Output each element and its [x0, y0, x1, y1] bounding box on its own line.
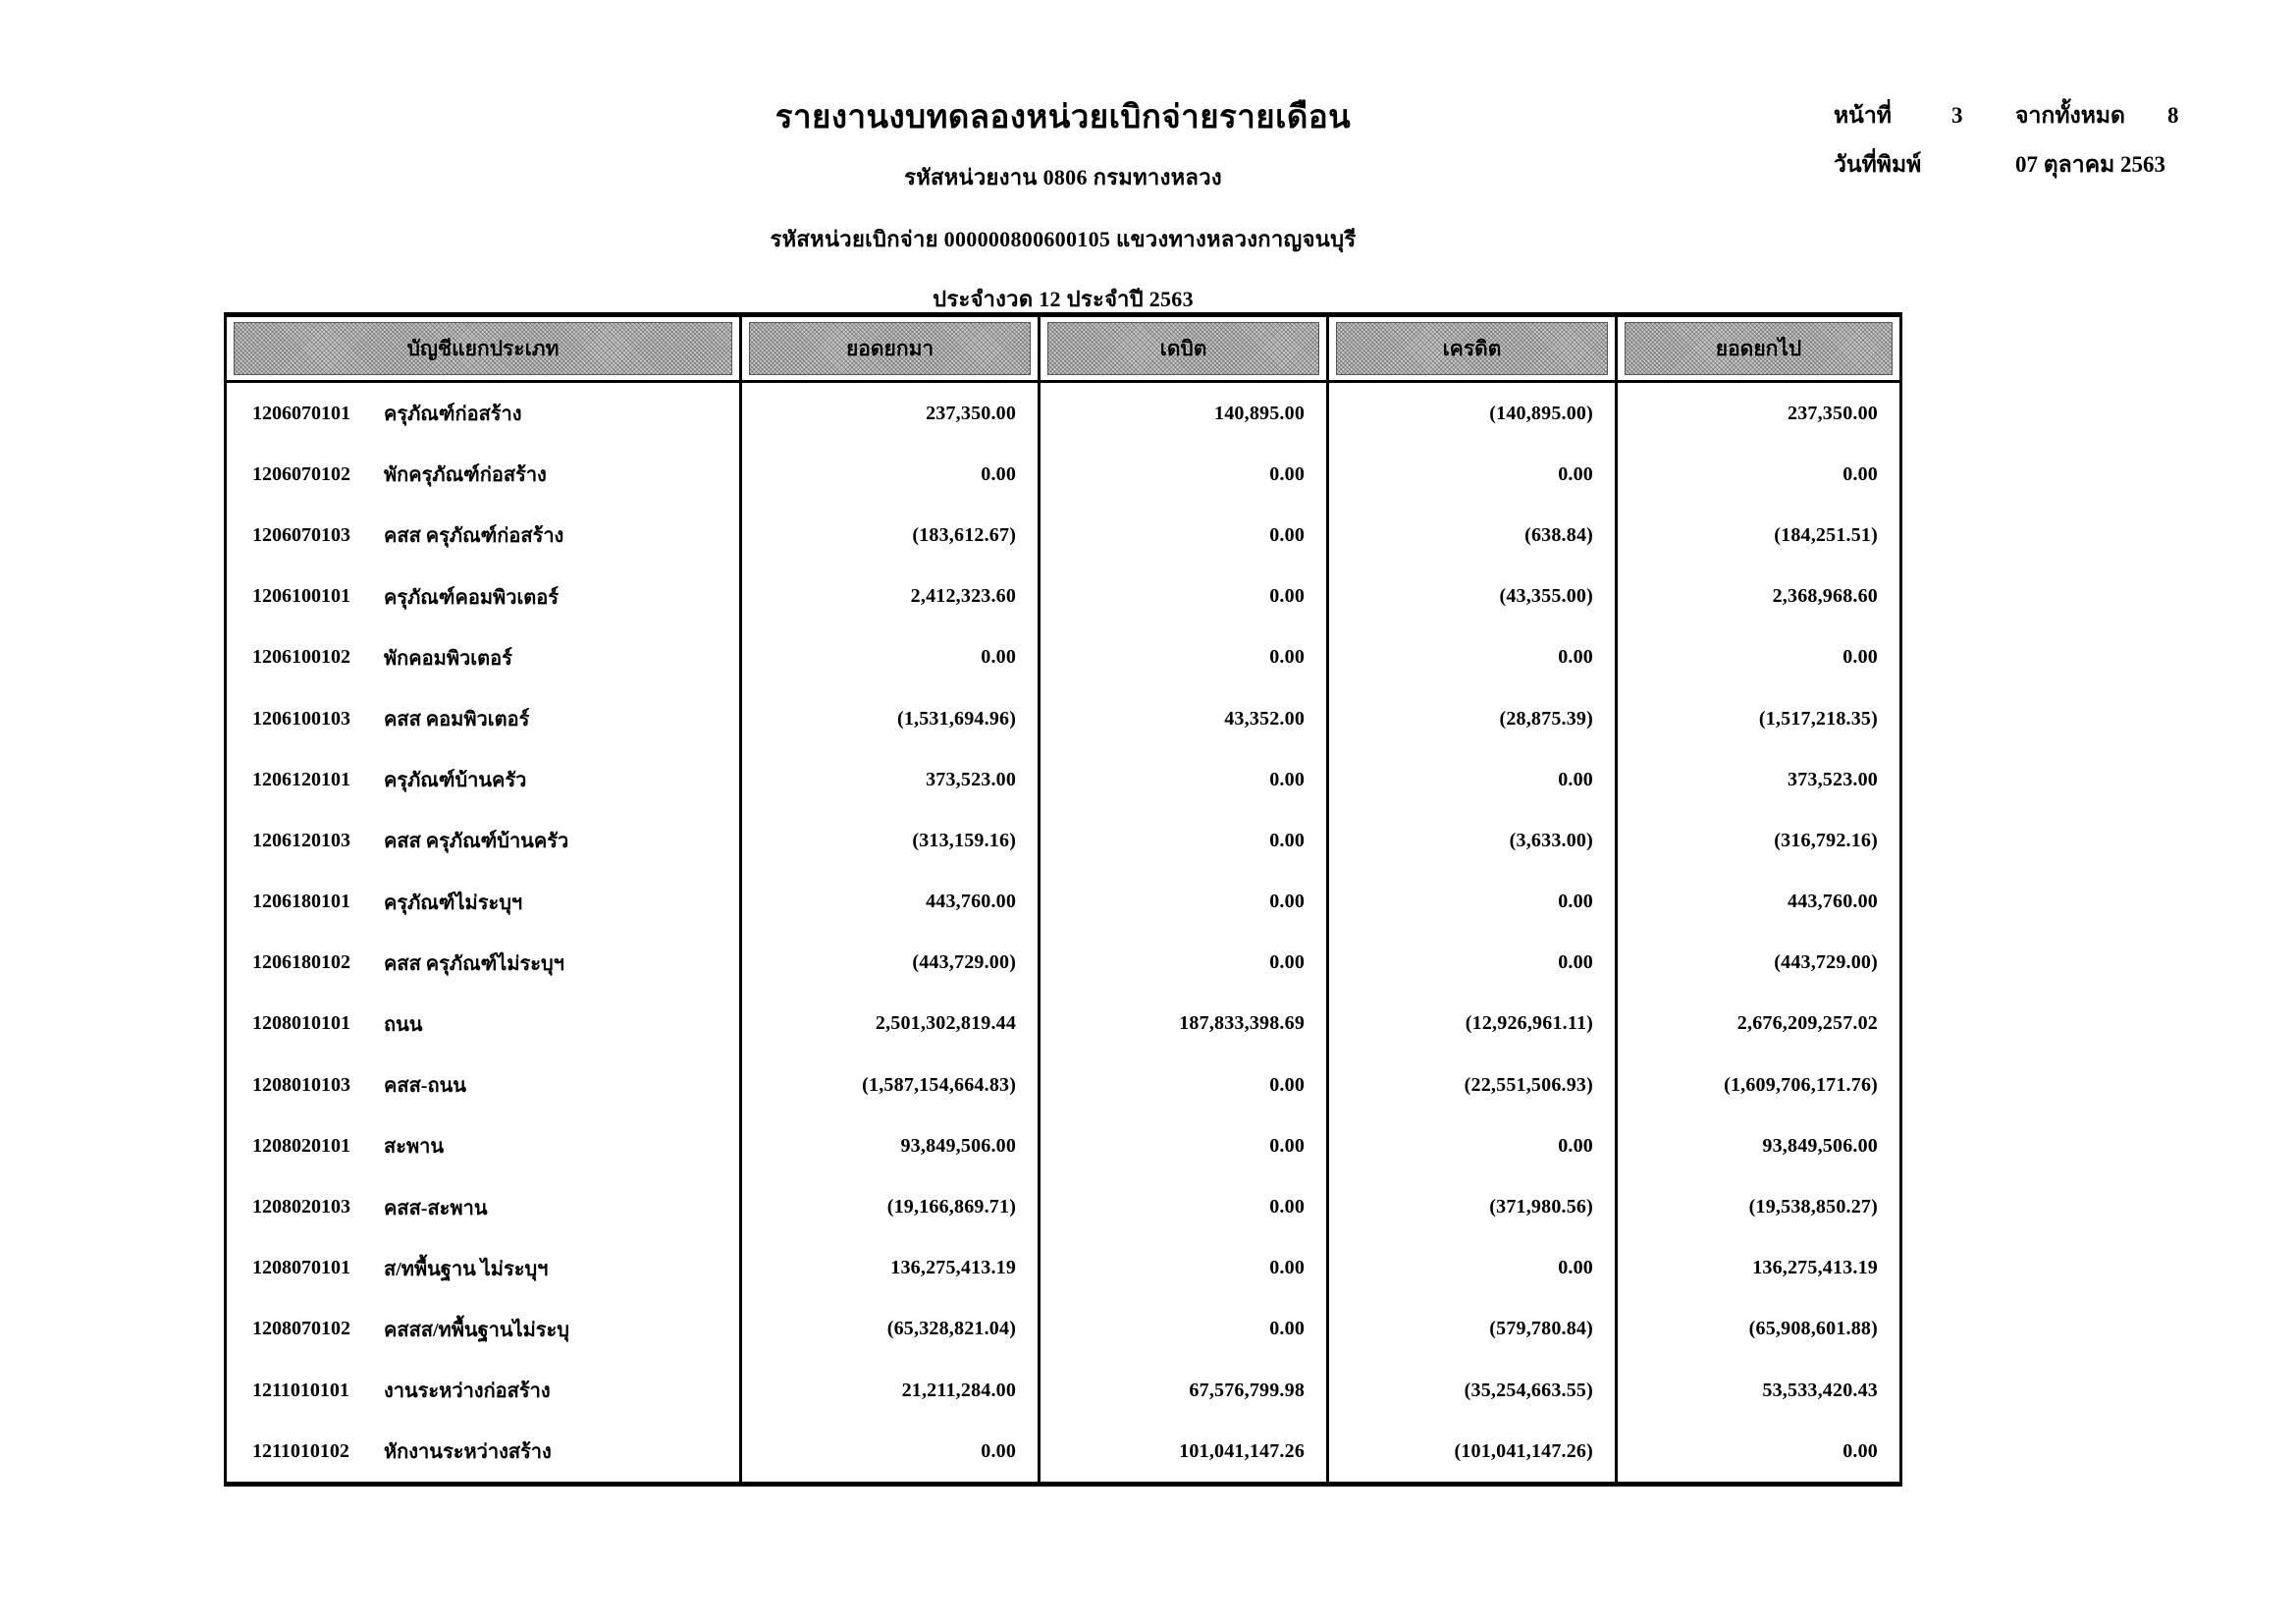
credit-value: (140,895.00): [1329, 383, 1618, 444]
table-row: [227, 688, 1899, 749]
closing-balance-value: 136,275,413.19: [1752, 1257, 1878, 1279]
table-row: [227, 627, 1899, 688]
account-code: 1206120101: [252, 768, 350, 790]
table-row: [227, 1421, 1899, 1482]
credit-value: (579,780.84): [1329, 1299, 1618, 1360]
account-name: ครุภัณฑ์ก่อสร้าง: [384, 404, 522, 426]
column-label-credit: เครดิต: [1336, 322, 1608, 375]
table-row: [227, 567, 1899, 627]
account-name: งานระหว่างก่อสร้าง: [384, 1380, 551, 1403]
debit-value: 0.00: [1041, 627, 1329, 688]
credit-value: (638.84): [1329, 505, 1618, 566]
table-row: [227, 749, 1899, 810]
credit-value: 0.00: [1329, 627, 1618, 688]
table-row: [227, 383, 1899, 444]
account-cell: [227, 1299, 742, 1360]
account-name: พักครุภัณฑ์ก่อสร้าง: [384, 464, 547, 487]
closing-balance-value: 53,533,420.43: [1762, 1379, 1878, 1401]
credit-value: (371,980.56): [1329, 1176, 1618, 1237]
account-name: คสสส/ทพื้นฐานไม่ระบุ: [384, 1319, 569, 1341]
table-row: [227, 505, 1899, 566]
account-code: 1206100101: [252, 585, 350, 608]
closing-balance-value: 443,760.00: [1788, 891, 1878, 913]
debit-value: 0.00: [1041, 1299, 1329, 1360]
closing-balance-value: (443,729.00): [1774, 951, 1878, 974]
total-pages: 8: [2167, 103, 2179, 128]
period-line: ประจำงวด 12 ประจำปี 2563: [933, 287, 1194, 311]
opening-balance-value: 2,501,302,819.44: [742, 994, 1041, 1055]
account-cell: [227, 1055, 742, 1115]
opening-balance-value: (313,159.16): [742, 810, 1041, 871]
account-name: คสส-สะพาน: [384, 1197, 488, 1219]
account-cell: [227, 1360, 742, 1421]
closing-balance-value: (65,908,601.88): [1748, 1318, 1878, 1340]
credit-value: 0.00: [1329, 749, 1618, 810]
account-code: 1211010101: [252, 1379, 349, 1401]
credit-value: 0.00: [1329, 1238, 1618, 1299]
closing-balance-value: 93,849,506.00: [1762, 1134, 1878, 1157]
credit-value: (22,551,506.93): [1329, 1055, 1618, 1115]
table-row: [227, 994, 1899, 1055]
closing-balance-value: 237,350.00: [1788, 402, 1878, 424]
credit-value: (28,875.39): [1329, 688, 1618, 749]
document-header: [224, 90, 1902, 342]
account-name: คสส คอมพิวเตอร์: [384, 709, 530, 731]
account-name: หักงานระหว่างสร้าง: [384, 1441, 552, 1464]
account-code: 1208070101: [252, 1257, 350, 1279]
account-cell: [227, 1238, 742, 1299]
debit-value: 140,895.00: [1041, 383, 1329, 444]
opening-balance-value: (443,729.00): [742, 933, 1041, 994]
credit-value: (101,041,147.26): [1329, 1421, 1618, 1482]
account-code: 1206100103: [252, 707, 350, 730]
closing-balance-value: (1,609,706,171.76): [1724, 1073, 1878, 1096]
debit-value: 0.00: [1041, 749, 1329, 810]
opening-balance-value: 93,849,506.00: [742, 1115, 1041, 1176]
opening-balance-value: (65,328,821.04): [742, 1299, 1041, 1360]
debit-value: 0.00: [1041, 933, 1329, 994]
account-code: 1206120103: [252, 829, 350, 851]
credit-value: (35,254,663.55): [1329, 1360, 1618, 1421]
account-cell: [227, 1115, 742, 1176]
opening-balance-value: 237,350.00: [742, 383, 1041, 444]
debit-value: 187,833,398.69: [1041, 994, 1329, 1055]
table-header-row: [227, 317, 1899, 383]
table-row: [227, 1299, 1899, 1360]
opening-balance-value: 0.00: [742, 1421, 1041, 1482]
agency-code-line: รหัสหน่วยงาน 0806 กรมทางหลวง: [904, 165, 1222, 189]
account-cell: [227, 505, 742, 566]
account-name: ครุภัณฑ์ไม่ระบุฯ: [384, 892, 523, 914]
table-row: [227, 933, 1899, 994]
table-row: [227, 1176, 1899, 1237]
closing-balance-value: 0.00: [1842, 646, 1878, 669]
account-cell: [227, 749, 742, 810]
account-code: 1206180101: [252, 891, 350, 913]
opening-balance-value: 21,211,284.00: [742, 1360, 1041, 1421]
table-row: [227, 1055, 1899, 1115]
opening-balance-value: (183,612.67): [742, 505, 1041, 566]
table-row: [227, 1238, 1899, 1299]
credit-value: (3,633.00): [1329, 810, 1618, 871]
account-name: พักคอมพิวเตอร์: [384, 647, 512, 670]
account-code: 1206070101: [252, 402, 350, 424]
account-name: คสส ครุภัณฑ์บ้านครัว: [384, 831, 569, 853]
closing-balance-value: 0.00: [1842, 1439, 1878, 1462]
account-name: ถนน: [384, 1013, 423, 1036]
opening-balance-value: 0.00: [742, 444, 1041, 505]
debit-value: 0.00: [1041, 810, 1329, 871]
account-code: 1208070102: [252, 1318, 350, 1340]
account-cell: [227, 688, 742, 749]
account-code: 1206070102: [252, 462, 350, 485]
column-label-debit: เดบิต: [1047, 322, 1319, 375]
table-row: [227, 872, 1899, 933]
closing-balance-value: 373,523.00: [1788, 768, 1878, 790]
opening-balance-value: 373,523.00: [742, 749, 1041, 810]
credit-value: 0.00: [1329, 872, 1618, 933]
total-pages-label: จากทั้งหมด: [2015, 103, 2125, 128]
opening-balance-value: (1,587,154,664.83): [742, 1055, 1041, 1115]
table-row: [227, 1115, 1899, 1176]
opening-balance-value: 2,412,323.60: [742, 567, 1041, 627]
debit-value: 0.00: [1041, 444, 1329, 505]
closing-balance-value: (19,538,850.27): [1748, 1196, 1878, 1218]
account-name: คสส ครุภัณฑ์ก่อสร้าง: [384, 525, 564, 548]
account-name: ส/ทพื้นฐาน ไม่ระบุฯ: [384, 1258, 549, 1280]
page-number: 3: [1951, 103, 1963, 128]
account-name: คสส-ถนน: [384, 1075, 466, 1098]
account-cell: [227, 444, 742, 505]
header-cell-debit: [1041, 317, 1329, 380]
disbursement-code-line: รหัสหน่วยเบิกจ่าย 000000800600105 แขวงทางหลวงกาญจนบุรี: [770, 227, 1357, 251]
account-code: 1211010102: [252, 1439, 349, 1462]
page-info: [1834, 98, 2266, 196]
column-label-closing-balance: ยอดยกไป: [1625, 322, 1893, 375]
debit-value: 0.00: [1041, 1176, 1329, 1237]
opening-balance-value: 136,275,413.19: [742, 1238, 1041, 1299]
header-cell-account: [227, 317, 742, 380]
account-code: 1208020101: [252, 1134, 350, 1157]
account-name: ครุภัณฑ์คอมพิวเตอร์: [384, 586, 560, 609]
account-cell: [227, 872, 742, 933]
column-label-opening-balance: ยอดยกมา: [749, 322, 1031, 375]
credit-value: 0.00: [1329, 933, 1618, 994]
opening-balance-value: (1,531,694.96): [742, 688, 1041, 749]
report-title: รายงานงบทดลองหน่วยเบิกจ่ายรายเดือน: [774, 100, 1352, 135]
credit-value: 0.00: [1329, 444, 1618, 505]
account-cell: [227, 1421, 742, 1482]
account-cell: [227, 627, 742, 688]
closing-balance-value: 0.00: [1842, 462, 1878, 485]
page-label: หน้าที่: [1834, 103, 1892, 128]
debit-value: 0.00: [1041, 1055, 1329, 1115]
debit-value: 0.00: [1041, 505, 1329, 566]
account-cell: [227, 810, 742, 871]
closing-balance-value: 2,368,968.60: [1772, 585, 1878, 608]
account-code: 1208010103: [252, 1073, 350, 1096]
account-code: 1206100102: [252, 646, 350, 669]
table-body: [227, 383, 1899, 1482]
closing-balance-value: (184,251.51): [1774, 523, 1878, 546]
account-code: 1208010101: [252, 1012, 350, 1035]
debit-value: 67,576,799.98: [1041, 1360, 1329, 1421]
header-cell-opening-balance: [742, 317, 1041, 380]
closing-balance-value: 2,676,209,257.02: [1736, 1012, 1878, 1035]
account-name: สะพาน: [384, 1136, 445, 1159]
opening-balance-value: 443,760.00: [742, 872, 1041, 933]
account-cell: [227, 933, 742, 994]
opening-balance-value: 0.00: [742, 627, 1041, 688]
closing-balance-value: (316,792.16): [1774, 829, 1878, 851]
account-cell: [227, 383, 742, 444]
header-cell-closing-balance: [1618, 317, 1899, 380]
print-date-line: [1834, 147, 2266, 183]
debit-value: 0.00: [1041, 1115, 1329, 1176]
table-row: [227, 444, 1899, 505]
credit-value: 0.00: [1329, 1115, 1618, 1176]
trial-balance-table: [224, 312, 1902, 1487]
account-name: คสส ครุภัณฑ์ไม่ระบุฯ: [384, 952, 564, 975]
account-code: 1206180102: [252, 951, 350, 974]
debit-value: 0.00: [1041, 567, 1329, 627]
account-name: ครุภัณฑ์บ้านครัว: [384, 770, 527, 792]
table-row: [227, 1360, 1899, 1421]
page-number-line: [1834, 98, 2266, 134]
account-code: 1208020103: [252, 1196, 350, 1218]
header-cell-credit: [1329, 317, 1618, 380]
debit-value: 0.00: [1041, 872, 1329, 933]
credit-value: (12,926,961.11): [1329, 994, 1618, 1055]
opening-balance-value: (19,166,869.71): [742, 1176, 1041, 1237]
table-row: [227, 810, 1899, 871]
account-code: 1206070103: [252, 523, 350, 546]
account-cell: [227, 1176, 742, 1237]
account-cell: [227, 994, 742, 1055]
debit-value: 43,352.00: [1041, 688, 1329, 749]
column-label-account: บัญชีแยกประเภท: [234, 322, 732, 375]
print-date-label: วันที่พิมพ์: [1834, 152, 1922, 177]
debit-value: 101,041,147.26: [1041, 1421, 1329, 1482]
debit-value: 0.00: [1041, 1238, 1329, 1299]
account-cell: [227, 567, 742, 627]
credit-value: (43,355.00): [1329, 567, 1618, 627]
print-date: 07 ตุลาคม 2563: [2015, 152, 2165, 177]
closing-balance-value: (1,517,218.35): [1758, 707, 1878, 730]
